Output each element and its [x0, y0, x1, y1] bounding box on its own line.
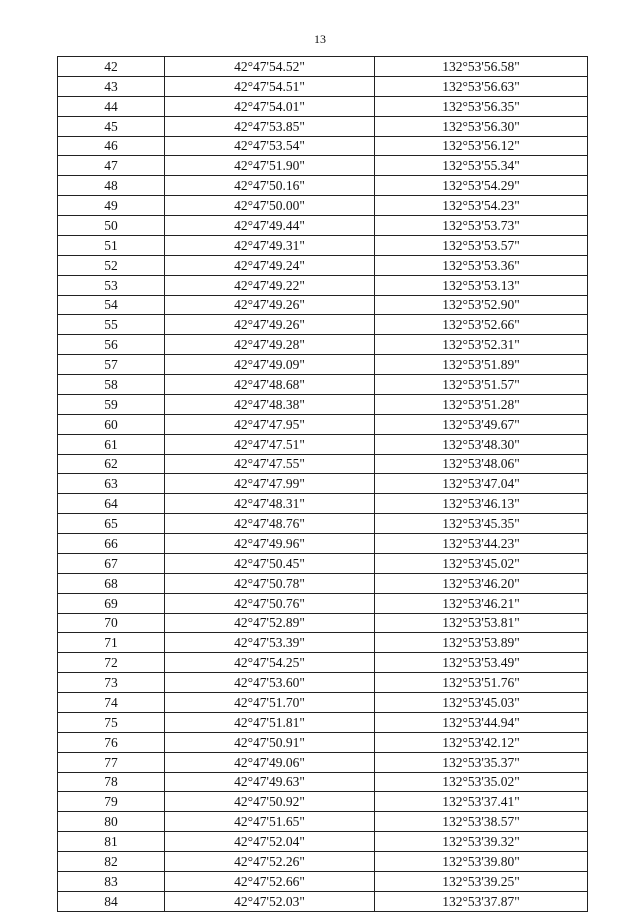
point-number-cell: 73	[58, 673, 165, 693]
latitude-cell: 42°47'49.63"	[165, 772, 375, 792]
latitude-cell: 42°47'49.26"	[165, 315, 375, 335]
table-row	[58, 693, 588, 713]
longitude-cell: 132°53'52.66"	[375, 315, 588, 335]
longitude-cell: 132°53'49.67"	[375, 414, 588, 434]
table-row	[58, 275, 588, 295]
point-number-cell: 68	[58, 573, 165, 593]
table-row	[58, 812, 588, 832]
latitude-cell: 42°47'51.70"	[165, 693, 375, 713]
point-number-cell: 55	[58, 315, 165, 335]
latitude-cell: 42°47'50.91"	[165, 732, 375, 752]
point-number-cell: 69	[58, 593, 165, 613]
table-row	[58, 752, 588, 772]
table-row	[58, 375, 588, 395]
latitude-cell: 42°47'48.38"	[165, 394, 375, 414]
longitude-cell: 132°53'54.23"	[375, 196, 588, 216]
table-row	[58, 534, 588, 554]
longitude-cell: 132°53'39.32"	[375, 832, 588, 852]
table-row	[58, 613, 588, 633]
point-number-cell: 84	[58, 891, 165, 911]
table-row	[58, 593, 588, 613]
longitude-cell: 132°53'56.63"	[375, 76, 588, 96]
table-row	[58, 494, 588, 514]
longitude-cell: 132°53'56.12"	[375, 136, 588, 156]
latitude-cell: 42°47'52.03"	[165, 891, 375, 911]
table-row	[58, 474, 588, 494]
latitude-cell: 42°47'49.44"	[165, 216, 375, 236]
point-number-cell: 49	[58, 196, 165, 216]
latitude-cell: 42°47'53.54"	[165, 136, 375, 156]
longitude-cell: 132°53'45.03"	[375, 693, 588, 713]
table-row	[58, 673, 588, 693]
longitude-cell: 132°53'42.12"	[375, 732, 588, 752]
latitude-cell: 42°47'49.06"	[165, 752, 375, 772]
longitude-cell: 132°53'37.87"	[375, 891, 588, 911]
page-number: 13	[314, 32, 326, 46]
longitude-cell: 132°53'53.73"	[375, 216, 588, 236]
table-row	[58, 156, 588, 176]
latitude-cell: 42°47'47.95"	[165, 414, 375, 434]
latitude-cell: 42°47'49.28"	[165, 335, 375, 355]
longitude-cell: 132°53'37.41"	[375, 792, 588, 812]
latitude-cell: 42°47'48.31"	[165, 494, 375, 514]
longitude-cell: 132°53'51.57"	[375, 375, 588, 395]
longitude-cell: 132°53'51.28"	[375, 394, 588, 414]
longitude-cell: 132°53'47.04"	[375, 474, 588, 494]
latitude-cell: 42°47'51.65"	[165, 812, 375, 832]
longitude-cell: 132°53'35.02"	[375, 772, 588, 792]
point-number-cell: 83	[58, 871, 165, 891]
table-row	[58, 832, 588, 852]
table-row	[58, 235, 588, 255]
point-number-cell: 54	[58, 295, 165, 315]
table-row	[58, 434, 588, 454]
longitude-cell: 132°53'55.34"	[375, 156, 588, 176]
table-row	[58, 852, 588, 872]
table-row	[58, 732, 588, 752]
latitude-cell: 42°47'54.25"	[165, 653, 375, 673]
table-row	[58, 57, 588, 77]
point-number-cell: 81	[58, 832, 165, 852]
longitude-cell: 132°53'48.06"	[375, 454, 588, 474]
longitude-cell: 132°53'46.20"	[375, 573, 588, 593]
latitude-cell: 42°47'53.39"	[165, 633, 375, 653]
point-number-cell: 56	[58, 335, 165, 355]
latitude-cell: 42°47'50.45"	[165, 553, 375, 573]
latitude-cell: 42°47'52.66"	[165, 871, 375, 891]
point-number-cell: 72	[58, 653, 165, 673]
table-row	[58, 76, 588, 96]
point-number-cell: 47	[58, 156, 165, 176]
latitude-cell: 42°47'53.85"	[165, 116, 375, 136]
latitude-cell: 42°47'53.60"	[165, 673, 375, 693]
point-number-cell: 82	[58, 852, 165, 872]
table-row	[58, 712, 588, 732]
point-number-cell: 67	[58, 553, 165, 573]
point-number-cell: 74	[58, 693, 165, 713]
longitude-cell: 132°53'35.37"	[375, 752, 588, 772]
longitude-cell: 132°53'45.02"	[375, 553, 588, 573]
point-number-cell: 61	[58, 434, 165, 454]
latitude-cell: 42°47'49.09"	[165, 355, 375, 375]
longitude-cell: 132°53'52.90"	[375, 295, 588, 315]
table-row	[58, 871, 588, 891]
table-row	[58, 633, 588, 653]
latitude-cell: 42°47'49.96"	[165, 534, 375, 554]
longitude-cell: 132°53'56.58"	[375, 57, 588, 77]
longitude-cell: 132°53'54.29"	[375, 176, 588, 196]
longitude-cell: 132°53'46.13"	[375, 494, 588, 514]
latitude-cell: 42°47'54.01"	[165, 96, 375, 116]
longitude-cell: 132°53'53.49"	[375, 653, 588, 673]
point-number-cell: 46	[58, 136, 165, 156]
table-row	[58, 573, 588, 593]
table-row	[58, 653, 588, 673]
point-number-cell: 57	[58, 355, 165, 375]
latitude-cell: 42°47'47.51"	[165, 434, 375, 454]
point-number-cell: 76	[58, 732, 165, 752]
longitude-cell: 132°53'53.13"	[375, 275, 588, 295]
table-row	[58, 315, 588, 335]
longitude-cell: 132°53'53.57"	[375, 235, 588, 255]
longitude-cell: 132°53'51.89"	[375, 355, 588, 375]
point-number-cell: 44	[58, 96, 165, 116]
point-number-cell: 78	[58, 772, 165, 792]
latitude-cell: 42°47'51.81"	[165, 712, 375, 732]
table-row	[58, 355, 588, 375]
table-row	[58, 891, 588, 911]
table-row	[58, 335, 588, 355]
point-number-cell: 53	[58, 275, 165, 295]
longitude-cell: 132°53'56.35"	[375, 96, 588, 116]
table-row	[58, 414, 588, 434]
longitude-cell: 132°53'46.21"	[375, 593, 588, 613]
point-number-cell: 71	[58, 633, 165, 653]
table-row	[58, 196, 588, 216]
point-number-cell: 50	[58, 216, 165, 236]
point-number-cell: 77	[58, 752, 165, 772]
latitude-cell: 42°47'50.16"	[165, 176, 375, 196]
longitude-cell: 132°53'53.89"	[375, 633, 588, 653]
table-row	[58, 394, 588, 414]
longitude-cell: 132°53'53.36"	[375, 255, 588, 275]
table-row	[58, 216, 588, 236]
point-number-cell: 52	[58, 255, 165, 275]
longitude-cell: 132°53'44.94"	[375, 712, 588, 732]
point-number-cell: 79	[58, 792, 165, 812]
longitude-cell: 132°53'51.76"	[375, 673, 588, 693]
latitude-cell: 42°47'49.26"	[165, 295, 375, 315]
table-row	[58, 116, 588, 136]
table-row	[58, 772, 588, 792]
longitude-cell: 132°53'48.30"	[375, 434, 588, 454]
longitude-cell: 132°53'38.57"	[375, 812, 588, 832]
latitude-cell: 42°47'51.90"	[165, 156, 375, 176]
latitude-cell: 42°47'48.76"	[165, 514, 375, 534]
table-row	[58, 514, 588, 534]
latitude-cell: 42°47'50.92"	[165, 792, 375, 812]
longitude-cell: 132°53'53.81"	[375, 613, 588, 633]
latitude-cell: 42°47'49.22"	[165, 275, 375, 295]
table-row	[58, 176, 588, 196]
longitude-cell: 132°53'44.23"	[375, 534, 588, 554]
latitude-cell: 42°47'54.52"	[165, 57, 375, 77]
point-number-cell: 60	[58, 414, 165, 434]
longitude-cell: 132°53'45.35"	[375, 514, 588, 534]
point-number-cell: 75	[58, 712, 165, 732]
table-row	[58, 255, 588, 275]
latitude-cell: 42°47'48.68"	[165, 375, 375, 395]
table-row	[58, 96, 588, 116]
coordinates-table	[57, 56, 588, 912]
longitude-cell: 132°53'39.25"	[375, 871, 588, 891]
point-number-cell: 63	[58, 474, 165, 494]
point-number-cell: 48	[58, 176, 165, 196]
point-number-cell: 80	[58, 812, 165, 832]
table-row	[58, 295, 588, 315]
point-number-cell: 58	[58, 375, 165, 395]
latitude-cell: 42°47'54.51"	[165, 76, 375, 96]
latitude-cell: 42°47'52.04"	[165, 832, 375, 852]
table-row	[58, 553, 588, 573]
latitude-cell: 42°47'52.26"	[165, 852, 375, 872]
latitude-cell: 42°47'50.78"	[165, 573, 375, 593]
point-number-cell: 51	[58, 235, 165, 255]
point-number-cell: 45	[58, 116, 165, 136]
point-number-cell: 43	[58, 76, 165, 96]
table-row	[58, 136, 588, 156]
latitude-cell: 42°47'49.31"	[165, 235, 375, 255]
point-number-cell: 42	[58, 57, 165, 77]
coordinates-table-body	[58, 57, 588, 912]
point-number-cell: 62	[58, 454, 165, 474]
latitude-cell: 42°47'47.55"	[165, 454, 375, 474]
table-row	[58, 792, 588, 812]
point-number-cell: 65	[58, 514, 165, 534]
point-number-cell: 70	[58, 613, 165, 633]
latitude-cell: 42°47'47.99"	[165, 474, 375, 494]
point-number-cell: 59	[58, 394, 165, 414]
longitude-cell: 132°53'56.30"	[375, 116, 588, 136]
longitude-cell: 132°53'52.31"	[375, 335, 588, 355]
latitude-cell: 42°47'49.24"	[165, 255, 375, 275]
point-number-cell: 66	[58, 534, 165, 554]
latitude-cell: 42°47'50.00"	[165, 196, 375, 216]
table-row	[58, 454, 588, 474]
latitude-cell: 42°47'52.89"	[165, 613, 375, 633]
point-number-cell: 64	[58, 494, 165, 514]
latitude-cell: 42°47'50.76"	[165, 593, 375, 613]
longitude-cell: 132°53'39.80"	[375, 852, 588, 872]
